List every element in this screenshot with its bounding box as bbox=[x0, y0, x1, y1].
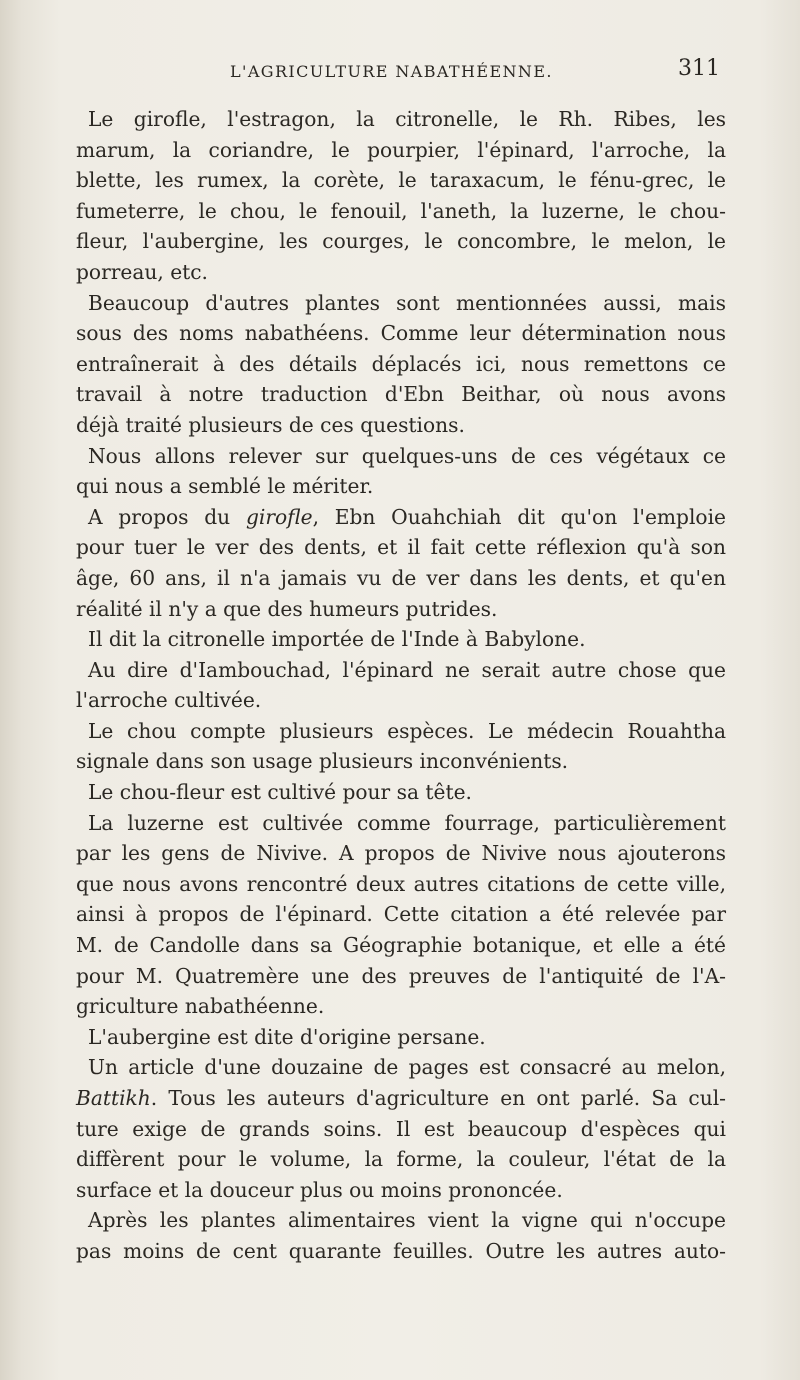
text-line: sous des noms nabathéens. Comme leur détermination nous bbox=[76, 321, 726, 346]
text-line: pour M. Quatremère une des preuves de l'antiquité de l'A- bbox=[76, 963, 726, 988]
text-line: par les gens de Nivive. A propos de Nivive nous ajouterons bbox=[76, 841, 726, 866]
text-line: Le girofle, l'estragon, la citronelle, le Rh. Ribes, les bbox=[88, 107, 726, 131]
text-line: pas moins de cent quarante feuilles. Outre les autres auto- bbox=[76, 1238, 726, 1263]
text-line: M. de Candolle dans sa Géographie botanique, et elle a été bbox=[76, 933, 726, 958]
text-line: La luzerne est cultivée comme fourrage, particulièrement bbox=[88, 810, 726, 835]
text-line: l'arroche cultivée. bbox=[76, 688, 262, 713]
text-line: ture exige de grands soins. Il est beaucoup d'espèces qui bbox=[76, 1116, 726, 1141]
text-line bbox=[76, 1083, 726, 1114]
text-line: Au dire d'Iambouchad, l'épinard ne serait autre chose que bbox=[88, 657, 726, 682]
text-line: fleur, l'aubergine, les courges, le concombre, le melon, le bbox=[76, 229, 726, 254]
text-line: diffèrent pour le volume, la forme, la couleur, l'état de la bbox=[76, 1147, 726, 1172]
text-run: A propos du bbox=[88, 504, 246, 529]
text-line: surface et la douceur plus ou moins prononcée. bbox=[76, 1177, 563, 1202]
text-line: réalité il n'y a que des humeurs putrides. bbox=[76, 596, 498, 621]
text-line: pour tuer le ver des dents, et il fait cette réflexion qu'à son bbox=[76, 535, 726, 560]
text-line: signale dans son usage plusieurs inconvénients. bbox=[76, 749, 569, 774]
text-line: porreau, etc. bbox=[76, 259, 208, 284]
text-line: fumeterre, le chou, le fenouil, l'aneth, la luzerne, le chou- bbox=[76, 198, 726, 223]
text-line: griculture nabathéenne. bbox=[76, 994, 325, 1019]
text-run: , Ebn Ouahchiah dit qu'on l'emploie bbox=[312, 504, 726, 529]
text-line: que nous avons rencontré deux autres citations de cette ville, bbox=[76, 871, 726, 896]
text-line: Nous allons relever sur quelques-uns de ces végétaux ce bbox=[88, 443, 726, 468]
text-line: Après les plantes alimentaires vient la vigne qui n'occupe bbox=[88, 1208, 726, 1233]
page-header bbox=[70, 56, 720, 90]
italic-term: girofle bbox=[245, 504, 313, 529]
text-line: Beaucoup d'autres plantes sont mentionnées aussi, mais bbox=[88, 290, 726, 315]
text-line: L'aubergine est dite d'origine persane. bbox=[88, 1024, 486, 1049]
body-text bbox=[76, 104, 726, 1267]
text-line: blette, les rumex, la corète, le taraxacum, le fénu-grec, le bbox=[76, 168, 726, 193]
text-line: Le chou compte plusieurs espèces. Le médecin Rouahtha bbox=[88, 718, 726, 743]
text-line: âge, 60 ans, il n'a jamais vu de ver dans les dents, et qu'en bbox=[76, 565, 726, 590]
text-run: . Tous les auteurs d'agriculture en ont parlé. Sa cul- bbox=[150, 1086, 726, 1110]
italic-term: Battikh bbox=[76, 1086, 151, 1110]
text-line: travail à notre traduction d'Ebn Beithar, où nous avons bbox=[76, 382, 726, 407]
text-line: déjà traité plusieurs de ces questions. bbox=[76, 412, 465, 437]
text-line: qui nous a semblé le mériter. bbox=[76, 474, 374, 499]
running-title: L'AGRICULTURE NABATHÉENNE. bbox=[230, 62, 553, 81]
page-number: 311 bbox=[678, 56, 720, 81]
text-line: ainsi à propos de l'épinard. Cette citation a été relevée par bbox=[76, 902, 726, 927]
text-line: Le chou-fleur est cultivé pour sa tête. bbox=[88, 780, 472, 805]
text-line: entraînerait à des détails déplacés ici, nous remettons ce bbox=[76, 351, 726, 376]
text-line: Un article d'une douzaine de pages est consacré au melon, bbox=[88, 1055, 726, 1080]
text-line: marum, la coriandre, le pourpier, l'épinard, l'arroche, la bbox=[76, 137, 726, 162]
text-line bbox=[76, 502, 726, 533]
text-line: Il dit la citronelle importée de l'Inde à Babylone. bbox=[88, 627, 586, 652]
